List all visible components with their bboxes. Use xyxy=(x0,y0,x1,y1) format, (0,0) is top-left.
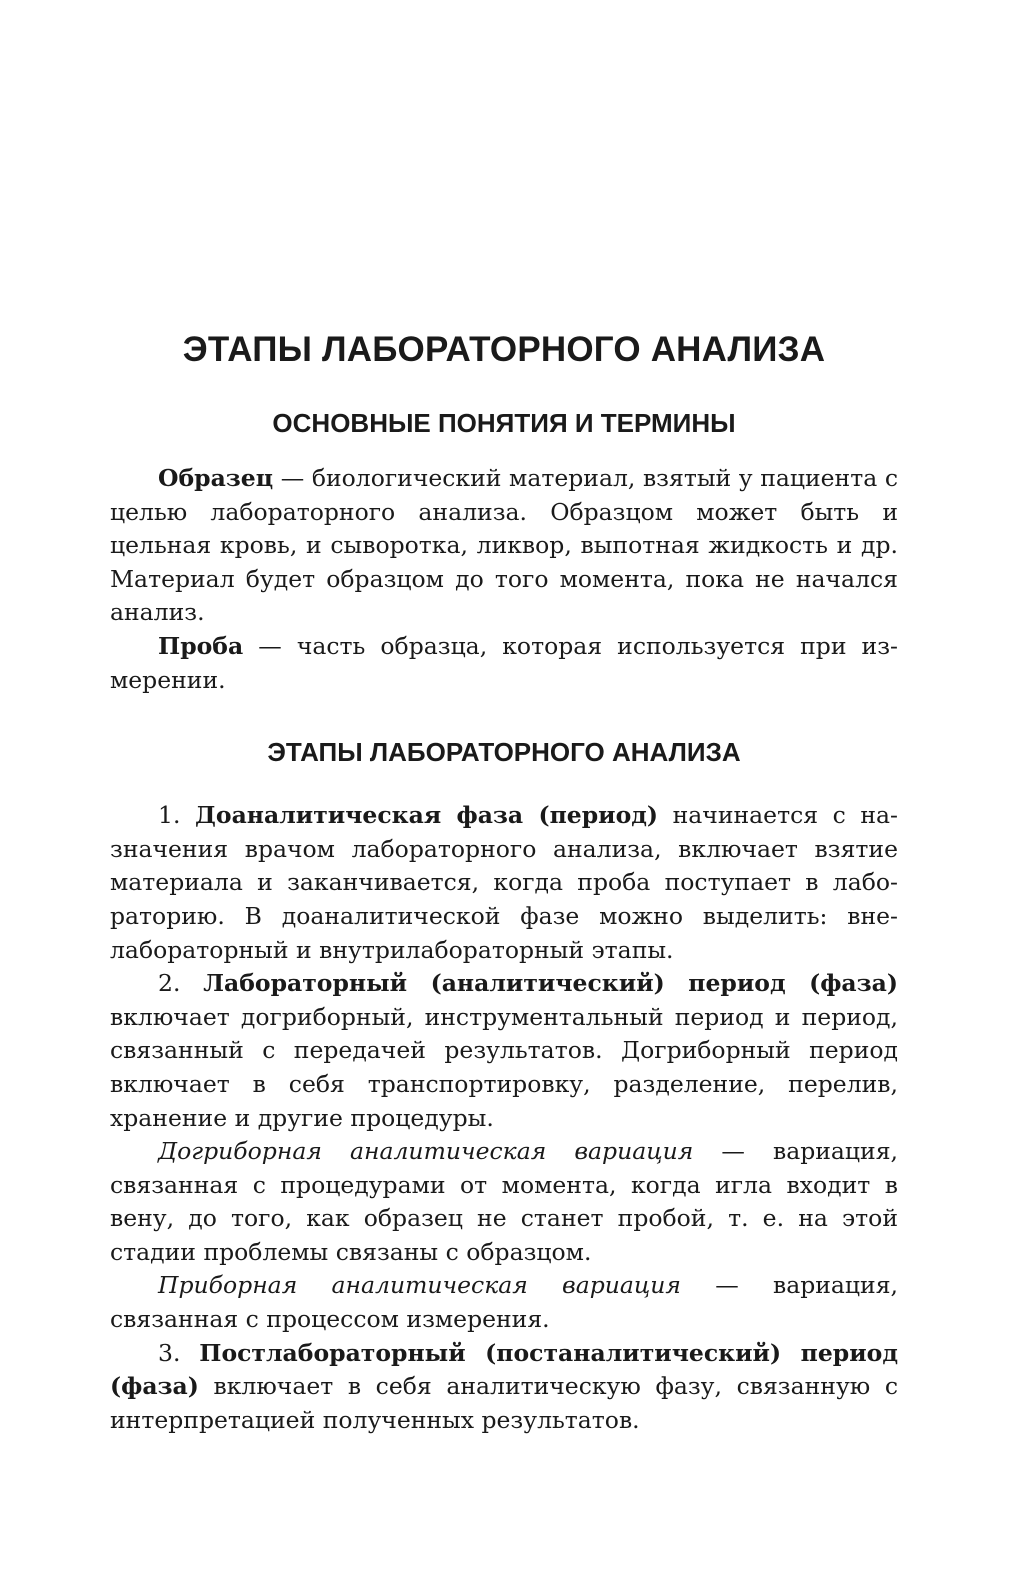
term-probe: Проба xyxy=(158,631,244,660)
definition-sample-text: — биологический материал, взятый у пациента с целью лабораторного анализа. Образцом может быть и цельная кровь, и сыворотка, ликвор, выпотная жидкость и др. Материал будет образцом до того момента, пока не начался анализ. xyxy=(110,464,898,627)
paragraph-instrument-variation xyxy=(110,1269,898,1336)
section-title-stages: ЭТАПЫ ЛАБОРАТОРНОГО АНАЛИЗА xyxy=(267,737,741,768)
term-instrument-variation: Приборная аналитическая вариация xyxy=(158,1271,681,1300)
preinstrument-variation-text: — вариация, связанная с процедурами от момента, когда игла входит в вену, до того, как образец не станет пробой, т. е. на этой стадии проблемы связаны с образцом. xyxy=(110,1137,899,1266)
term-postlaboratory-period: Постлабораторный (постаналитический) период (фаза) xyxy=(110,1338,898,1401)
section-title-basic-terms: ОСНОВНЫЕ ПОНЯТИЯ И ТЕРМИНЫ xyxy=(272,408,736,438)
list-item-laboratory xyxy=(110,967,898,1135)
list-item-preanalytical xyxy=(110,799,898,967)
paragraph-preinstrument-variation xyxy=(110,1135,898,1269)
list-number: 1. xyxy=(158,801,195,830)
preanalytical-text: начинается с назначения врачом лабораторного анализа, включает взятие материала и заканчивается, когда проба поступает в лабораторию. В доаналитической фазе можно выделить: внелабораторный и внутрилабораторный этапы. xyxy=(110,801,898,964)
paragraph-probe-definition xyxy=(110,630,898,697)
list-number: 3. xyxy=(158,1338,200,1367)
definition-probe-text: — часть образца, которая используется при измерении. xyxy=(110,631,898,694)
chapter-title: ЭТАПЫ ЛАБОРАТОРНОГО АНАЛИЗА xyxy=(182,330,826,369)
list-number: 2. xyxy=(158,969,204,998)
paragraph-sample-definition xyxy=(110,462,898,630)
page-content xyxy=(110,330,898,1437)
postlaboratory-text: включает в себя аналитическую фазу, связанную с интерпретацией полученных результатов. xyxy=(110,1372,898,1434)
term-laboratory-period: Лабораторный (аналитический) период (фаза) xyxy=(203,969,898,998)
term-sample: Образец xyxy=(158,464,274,492)
list-item-postlaboratory xyxy=(110,1337,898,1438)
term-preinstrument-variation: Догриборная аналитическая вариация xyxy=(158,1137,694,1166)
instrument-variation-text: — вариация, связанная с процессом измерения. xyxy=(110,1271,898,1334)
laboratory-text: включает догриборный, инструментальный период и период, связанный с передачей результатов. Догриборный период включает в себя транспортировку, разделение, перелив, хранение и другие процедуры. xyxy=(110,1002,898,1132)
term-preanalytical-phase: Доаналитическая фаза (период) xyxy=(195,801,659,830)
